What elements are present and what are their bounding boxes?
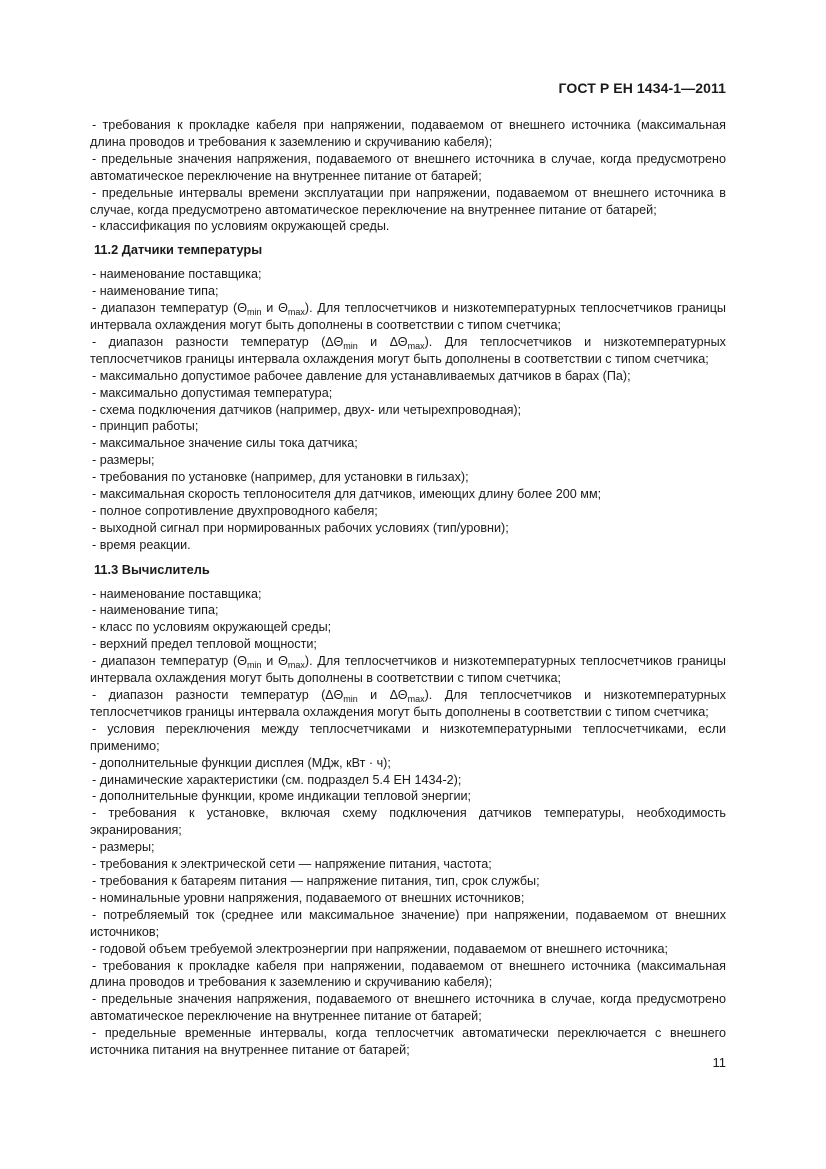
range-sub-max: max (287, 660, 305, 671)
intro-list (90, 117, 726, 235)
list-item: - наименование поставщика; (92, 586, 262, 601)
list-item: - размеры; (92, 840, 155, 855)
list-item: - принцип работы; (92, 419, 199, 434)
range-mid: и Θ (261, 301, 288, 316)
list-item: - время реакции. (92, 537, 191, 552)
list-item-temperature-range (90, 653, 726, 687)
list-item: - условия переключения между теплосчетчиками и низкотемпературными теплосчетчиками, если применимо; (90, 721, 726, 753)
list-item-temperature-difference (90, 687, 726, 721)
list-item: - максимально допустимая температура; (92, 385, 333, 400)
list-item: - номинальные уровни напряжения, подаваемого от внешних источников; (92, 890, 525, 905)
list-item: - размеры; (92, 453, 155, 468)
list-item: - наименование типа; (92, 603, 219, 618)
diff-tail: ). Для теплосчетчиков и низкотемпературных теплосчетчиков границы интервала охлаждения могут быть дополнены в соответствии с типом счетчика; (90, 334, 726, 366)
list-item: - требования к батареям питания — напряжение питания, тип, срок службы; (92, 873, 540, 888)
range-lead: - диапазон температур (Θ (92, 301, 248, 316)
document-code-header: ГОСТ Р ЕН 1434-1—2011 (558, 80, 726, 96)
list-item: - полное сопротивление двухпроводного кабеля; (92, 503, 378, 518)
list-item: - наименование типа; (92, 284, 219, 299)
list-item: - предельные интервалы времени эксплуатации при напряжении, подаваемом от внешнего источника в случае, когда предусмотрено автоматическое переключение на внутреннее питание от батарей; (90, 185, 726, 217)
list-item: - выходной сигнал при нормированных рабочих условиях (тип/уровни); (92, 520, 509, 535)
list-item-temperature-difference (90, 334, 726, 368)
list-item: - схема подключения датчиков (например, двух- или четырехпроводная); (92, 402, 522, 417)
list-item: - максимальная скорость теплоносителя для датчиков, имеющих длину более 200 мм; (92, 487, 602, 502)
list-item: - требования по установке (например, для установки в гильзах); (92, 470, 469, 485)
list-item: - потребляемый ток (среднее или максимальное значение) при напряжении, подаваемом от внешних источников; (90, 907, 726, 939)
list-item: - наименование поставщика; (92, 267, 262, 282)
list-item: - требования к установке, включая схему подключения датчиков температуры, необходимость экранирования; (90, 806, 726, 838)
page-number: 11 (712, 1055, 726, 1070)
list-item: - максимальное значение силы тока датчика; (92, 436, 358, 451)
list-item: - годовой объем требуемой электроэнергии при напряжении, подаваемом от внешнего источника; (92, 941, 669, 956)
list-item: - классификация по условиям окружающей среды. (92, 219, 390, 234)
list-item: - предельные значения напряжения, подаваемого от внешнего источника в случае, когда предусмотрено автоматическое переключение на внутреннее питание от батарей; (90, 151, 726, 183)
diff-tail: ). Для теплосчетчиков и низкотемпературных теплосчетчиков границы интервала охлаждения могут быть дополнены в соответствии с типом счетчика; (90, 688, 726, 719)
list-item: - максимально допустимое рабочее давление для устанавливаемых датчиков в барах (Па); (92, 368, 631, 383)
list-item: - требования к прокладке кабеля при напряжении, подаваемом от внешнего источника (максимальная длина проводов и требования к заземлению и скручиванию кабеля); (90, 958, 726, 990)
range-lead: - диапазон температур (Θ (92, 654, 248, 669)
list-item: - требования к электрической сети — напряжение питания, частота; (92, 857, 492, 872)
page-body (90, 117, 726, 1059)
section-11-2-list (90, 266, 726, 553)
list-item: - динамические характеристики (см. подраздел 5.4 ЕН 1434-2); (92, 772, 462, 787)
list-item: - предельные временные интервалы, когда теплосчетчик автоматически переключается с внешнего источника питания на внутреннее питание от батарей; (90, 1026, 726, 1058)
diff-sub-min: min (343, 340, 358, 351)
section-heading-11-3: 11.3 Вычислитель (94, 561, 210, 577)
diff-mid: и ΔΘ (357, 688, 408, 702)
list-item: - верхний предел тепловой мощности; (92, 637, 317, 652)
list-item: - предельные значения напряжения, подаваемого от внешнего источника в случае, когда предусмотрено автоматическое переключение на внутреннее питание от батарей; (90, 992, 726, 1024)
list-item-temperature-range (90, 300, 726, 334)
diff-sub-max: max (407, 340, 425, 351)
range-sub-min: min (247, 660, 262, 671)
diff-lead: - диапазон разности температур (ΔΘ (92, 334, 344, 349)
range-tail: ). Для теплосчетчиков и низкотемпературных теплосчетчиков границы интервала охлаждения могут быть дополнены в соответствии с типом счетчика; (90, 301, 726, 332)
range-sub-max: max (287, 307, 305, 318)
section-11-3-list (90, 586, 726, 1059)
list-item: - дополнительные функции, кроме индикации тепловой энергии; (92, 789, 472, 804)
section-heading-11-2: 11.2 Датчики температуры (94, 242, 263, 258)
range-mid: и Θ (261, 654, 288, 669)
list-item: - требования к прокладке кабеля при напряжении, подаваемом от внешнего источника (максимальная длина проводов и требования к заземлению и скручиванию кабеля); (90, 118, 726, 149)
range-tail: ). Для теплосчетчиков и низкотемпературных теплосчетчиков границы интервала охлаждения могут быть дополнены в соответствии с типом счетчика; (90, 654, 726, 686)
diff-lead: - диапазон разности температур (ΔΘ (92, 688, 344, 702)
list-item: - класс по условиям окружающей среды; (92, 620, 332, 635)
diff-sub-min: min (343, 694, 358, 704)
range-sub-min: min (247, 307, 262, 318)
list-item: - дополнительные функции дисплея (МДж, кВт · ч); (92, 755, 391, 770)
diff-mid: и ΔΘ (357, 334, 408, 349)
diff-sub-max: max (407, 694, 425, 704)
